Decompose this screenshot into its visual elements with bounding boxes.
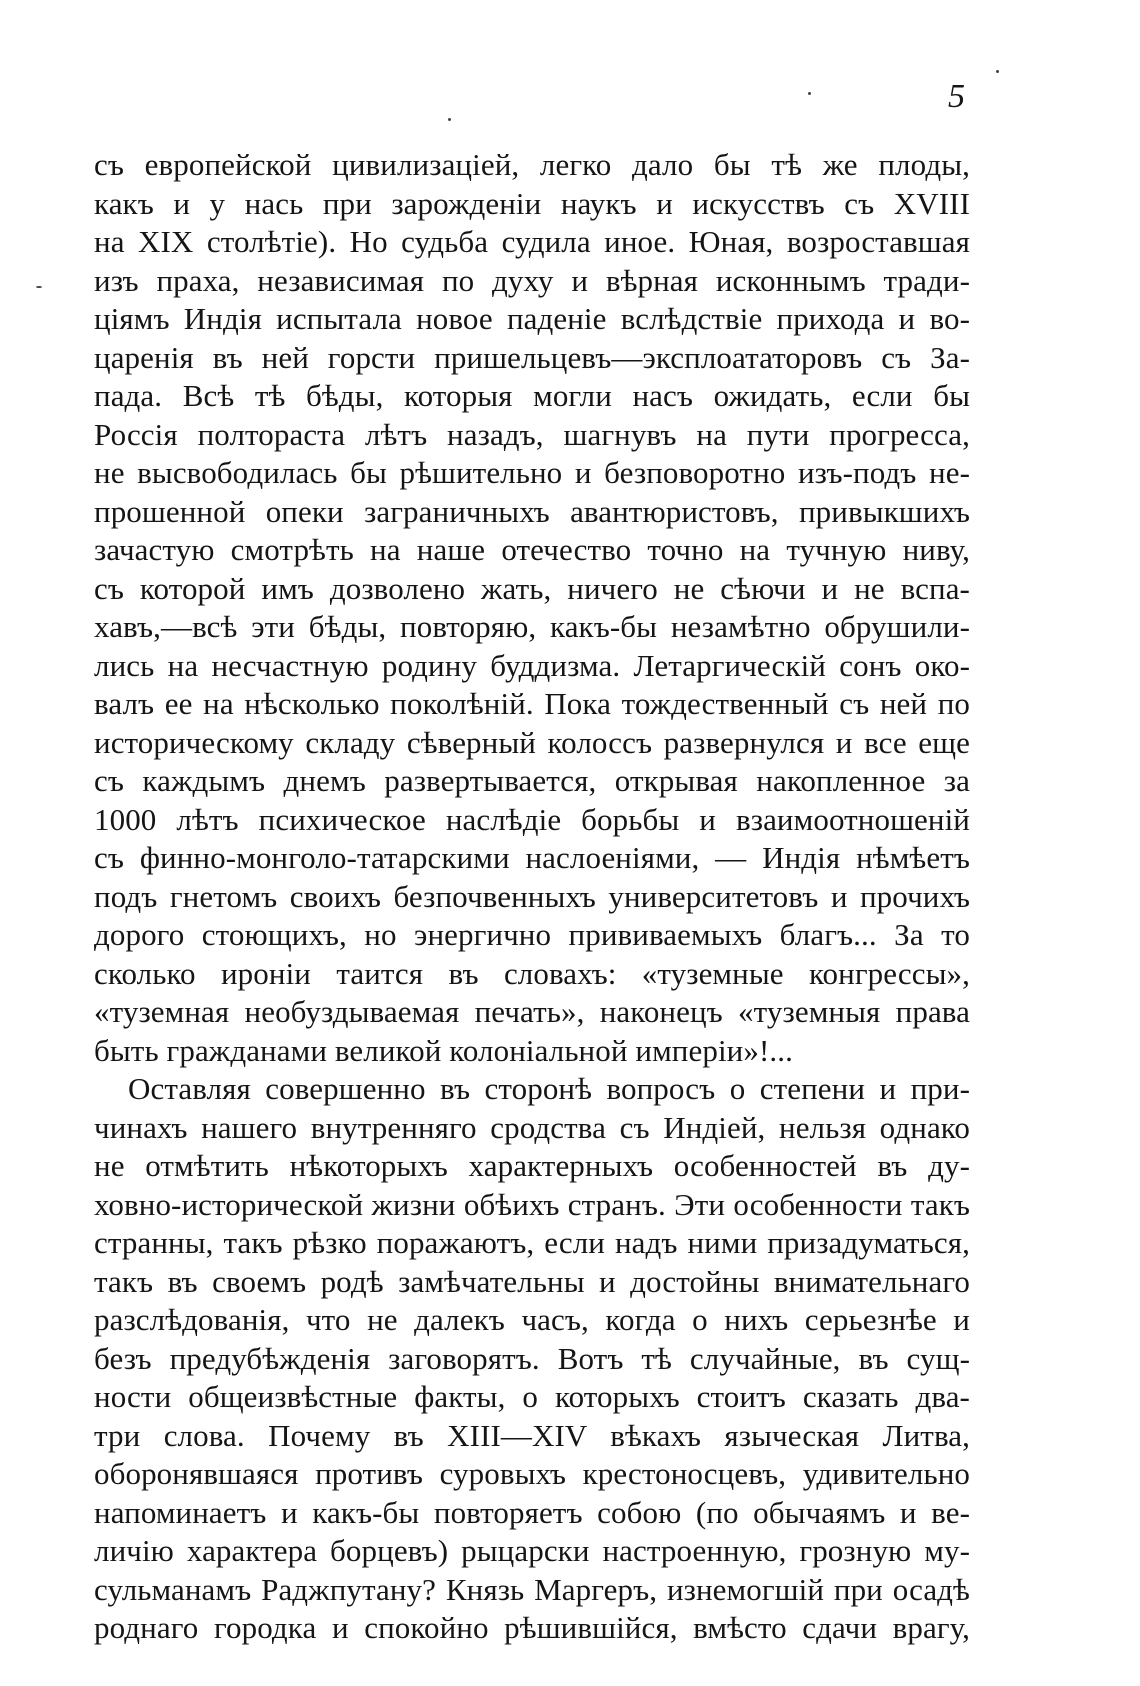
text-line: дорого стоющихъ, но энергично прививаемыхъ благъ... За то [94, 917, 970, 952]
paragraph-1 [94, 146, 970, 1070]
text-line: три слова. Почему въ XIII—XIV вѣкахъ языческая Литва, [94, 1417, 970, 1453]
print-speck [36, 286, 42, 288]
text-line: зачастую смотрѣть на наше отечество точно на тучную ниву, [94, 532, 970, 567]
paragraph-2 [94, 1070, 970, 1648]
text-line: безъ предубѣжденiя заговорятъ. Вотъ тѣ случайные, въ сущ- [94, 1340, 970, 1376]
text-line: оборонявшаяся противъ суровыхъ крестоносцевъ, удивительно [94, 1456, 970, 1491]
text-line: прошенной опеки заграничныхъ авантюристовъ, привыкшихъ [94, 493, 970, 529]
text-line: валъ ее на нѣсколько поколѣнiй. Пока тождественный съ ней по [94, 686, 970, 721]
text-line: быть гражданами великой колонiальной имперiи»!... [94, 1032, 793, 1068]
text-line: съ европейской цивилизацiей, легко дало бы тѣ же плоды, [94, 147, 970, 182]
text-line: Оставляя совершенно въ сторонѣ вопросъ о степени и при- [128, 1071, 970, 1106]
text-line: царенiя въ ней горсти пришельцевъ—эксплоататоровъ съ За- [94, 339, 970, 375]
text-line: Россiя полтораста лѣтъ назадъ, шагнувъ на пути прогресса, [94, 416, 970, 452]
text-line: личiю характера борцевъ) рыцарски настроенную, грозную му- [94, 1533, 970, 1568]
text-line: такъ въ своемъ родѣ замѣчательны и достойны внимательнаго [94, 1263, 970, 1299]
text-line: сколько иронiи таится въ словахъ: «туземные конгрессы», [94, 955, 970, 991]
text-line: пада. Всѣ тѣ бѣды, которыя могли насъ ожидать, если бы [94, 378, 970, 413]
text-line: сульманамъ Раджпутану? Князь Маргеръ, изнемогшiй при осадѣ [94, 1571, 970, 1607]
text-line: напоминаетъ и какъ-бы повторяетъ собою (по обычаямъ и ве- [94, 1494, 970, 1530]
text-line: подъ гнетомъ своихъ безпочвенныхъ университетовъ и прочихъ [94, 878, 970, 914]
text-line: странны, такъ рѣзко поражаютъ, если надъ ними призадуматься, [94, 1225, 970, 1260]
body-text [94, 146, 970, 1648]
text-line: изъ праха, независимая по духу и вѣрная исконнымъ тради- [94, 262, 970, 298]
text-line: не высвободилась бы рѣшительно и безповоротно изъ-подъ не- [94, 455, 970, 490]
text-line: лись на несчастную родину буддизма. Летаргическiй сонъ око- [94, 647, 970, 683]
text-line: хавъ,—всѣ эти бѣды, повторяю, какъ-бы незамѣтно обрушили- [94, 609, 970, 644]
text-line: на XIX столѣтiе). Но судьба судила иное. Юная, возроставшая [94, 224, 970, 259]
text-line: роднаго городка и спокойно рѣшившiйся, вмѣсто сдачи врагу, [94, 1610, 970, 1645]
print-speck [996, 70, 999, 73]
text-line: разслѣдованiя, что не далекъ часъ, когда о нихъ серьезнѣе и [94, 1302, 970, 1337]
text-line: историческому складу сѣверный колоссъ развернулся и все еще [94, 724, 970, 760]
text-line: ховно-исторической жизни обѣихъ странъ. Эти особенности такъ [94, 1186, 970, 1222]
print-speck [448, 118, 451, 121]
text-line: цiямъ Индiя испытала новое паденiе вслѣдствiе прихода и во- [94, 301, 970, 336]
text-line: чинахъ нашего внутренняго сродства съ Индiей, нельзя однако [94, 1109, 970, 1145]
text-line: не отмѣтить нѣкоторыхъ характерныхъ особенностей въ ду- [94, 1148, 970, 1183]
print-speck [808, 92, 811, 95]
text-line: съ каждымъ днемъ развертывается, открывая накопленное за [94, 763, 970, 798]
text-line: ности общеизвѣстные факты, о которыхъ стоитъ сказать два- [94, 1379, 970, 1414]
text-line: съ которой имъ дозволено жать, ничего не сѣючи и не вспа- [94, 570, 970, 606]
text-line: 1000 лѣтъ психическое наслѣдiе борьбы и взаимоотношенiй [94, 801, 970, 837]
page-number: 5 [948, 78, 965, 115]
text-line: съ финно-монголо-татарскими наслоенiями, — Индiя нѣмѣетъ [94, 840, 970, 875]
text-line: «туземная необуздываемая печать», наконецъ «туземныя права [94, 994, 970, 1029]
text-line: какъ и у нась при зарожденiи наукъ и искусствъ съ XVIII [94, 185, 970, 221]
